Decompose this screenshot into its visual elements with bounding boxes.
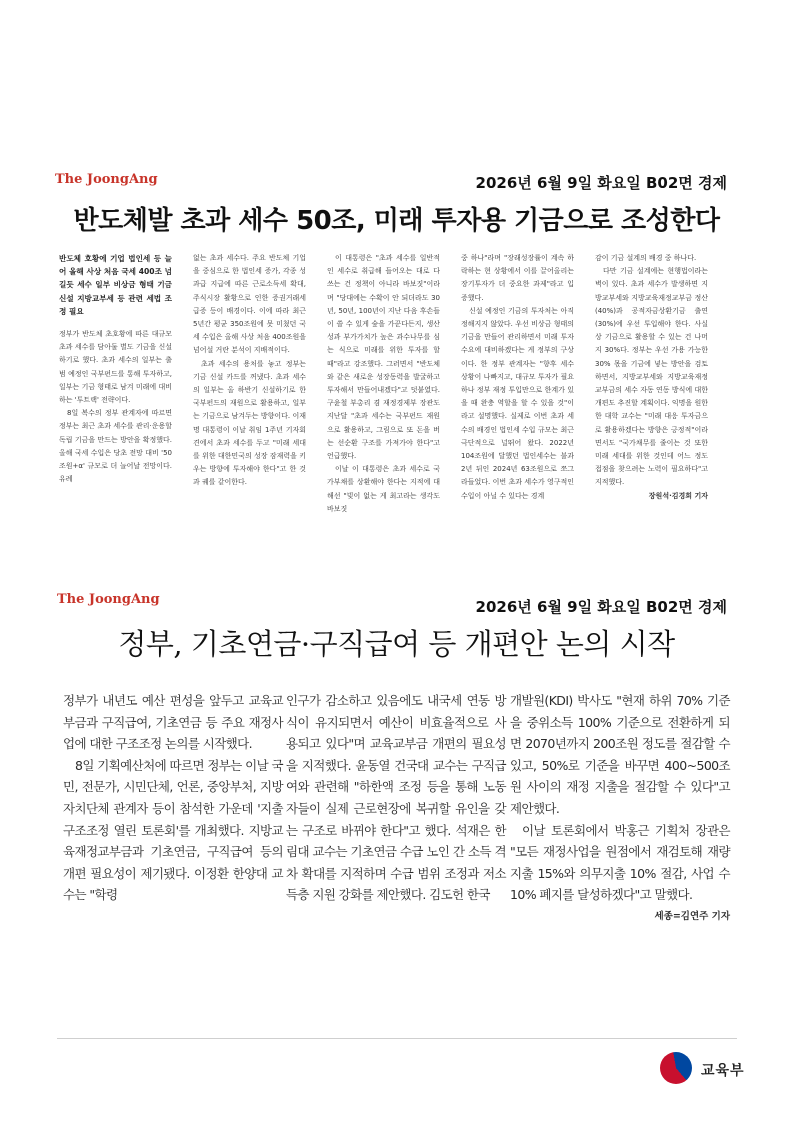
ministry-name: 교육부 (701, 1063, 745, 1079)
article-column-5 (595, 252, 708, 503)
article-paragraph: 없는 초과 세수다. 주요 반도체 기업을 중심으로 한 법인세 증가, 각종 성과급 지급에 따른 근로소득세 확대, 주식시장 활황으로 인한 증권거래세 급증 등이 배경이다. 이에 따라 최근 5년간 평균 350조원에 못 미쳤던 국세 수입은 올해 사상 처음 400조원을 넘어설 거란 분석이 지배적이다. (193, 254, 306, 355)
article-column-4 (461, 252, 574, 503)
article-byline: 장원석·김경희 기자 (648, 491, 708, 500)
newspaper-brand-logo: The JoongAng (55, 172, 158, 187)
footer-divider (57, 1038, 737, 1039)
article-lead-summary: 반도체 호황에 기업 법인세 등 늘어 올해 사상 처음 국세 400조 넘길듯 세수 일부 비상금 형태 기금 신설 지방교부세 등 관련 세법 조정 필요 (59, 254, 172, 316)
article-column-3 (510, 690, 730, 928)
article-paragraph: 8일 기획예산처에 따르면 정부는 이날 국민, 전문가, 시민단체, 언론, 중앙부처, 지방자치단체 관계자 등이 참석한 가운데 '지출구조조정 열린 토론회'를 개최했다. 지방교육재정교부금과 기초연금, 구직급여 등의 개편 필요성이 제기됐다. 이정환 한양대 교수는 "학령 (63, 757, 283, 903)
article-paragraph: 신설 예정인 기금의 투자처는 아직 정해지지 않았다. 우선 비상금 형태의 기금을 만들어 관리하면서 미래 투자 수요에 대비하겠다는 게 정부의 구상이다. 한 정부 관계자는 "향후 세수 상황이 나빠지고, 대규모 투자가 필요하나 정부 재정 투입만으로 한계가 있을 때 완충 역할을 할 수 있을 것"이라고 설명했다. 실제로 이번 초과 세수의 배경인 법인세 수입 규모는 최근 극단적으로 널뛰어 왔다. 2022년 104조원에 달했던 법인세수는 불과 2년 뒤인 2024년 63조원으로 쪼그라들었다. 이번 초과 세수가 영구적인 수입이 아닐 수 있다는 경계 (461, 306, 574, 500)
article-paragraph: 중 하나"라며 "장래성장률이 계속 하락하는 현 상황에서 이를 끌어올리는 장기투자가 더 중요한 과제"라고 입증했다. (461, 254, 574, 302)
article-column-3 (327, 252, 440, 516)
article-byline: 세종=김연주 기자 (654, 910, 730, 922)
article-headline: 정부, 기초연금·구직급여 등 개편안 논의 시작 (118, 627, 675, 661)
newspaper-brand-logo: The JoongAng (57, 592, 160, 607)
article-paragraph: 정부가 반도체 초호황에 따른 대규모 초과 세수를 담아둘 별도 기금을 신설하기로 했다. 초과 세수의 일부는 출범 예정인 국부펀드를 통해 투자하고, 일부는 기금 형태로 남겨 미래에 대비하는 '투트랙' 전략이다. (59, 330, 172, 405)
article-column-2 (286, 690, 506, 906)
article-column-1 (63, 690, 283, 906)
article-dateline: 2026년 6월 9일 화요일 B02면 경제 (475, 598, 727, 616)
article-paragraph: 이날 이 대통령은 초과 세수로 국가부채를 상환해야 한다는 지적에 대해선 "빚이 없는 게 최고라는 생각도 바보짓 (327, 465, 440, 513)
article-paragraph: 개발원(KDI) 박사도 "현재 하위 70% 기준을 중위소득 100% 기준으로 전환하게 되면 2070년까지 200조원 정도를 절감할 수 있고, 50%로 기준을 바꾸면 400~500조원 사이의 재정 지출을 절감할 수 있다"고 제안했다. (510, 693, 730, 816)
article-dateline: 2026년 6월 9일 화요일 B02면 경제 (475, 174, 727, 192)
article-paragraph: 정부가 내년도 예산 편성을 앞두고 교육교부금과 구직급여, 기초연금 등 주요 재정사업에 대한 구조조정 논의를 시작했다. (63, 693, 283, 752)
article-paragraph: 이 대통령은 "초과 세수를 일반적인 세수로 취급해 들어오는 대로 다 쓰는 건 정책이 아니라 바보짓"이라며 "당대에는 수확이 안 되더라도 30년, 50년, 100년이 지난 다음 후손들이 쓸 수 있게 숲을 가꾼다든지, 생산성과 부가가치가 높은 과수나무를 심는 식으로 미래를 위한 투자를 할 때"라고 강조했다. 그러면서 "반도체와 같은 새로운 성장동력을 발굴하고 투자해서 만들어내겠다"고 덧붙였다. 구윤철 부총리 겸 재정경제부 장관도 지난달 "초과 세수는 국부펀드 재원으로 활용하고, 그림으로 또 돈을 버는 선순환 구조를 가져가야 한다"고 언급했다. (327, 254, 440, 461)
article-column-2 (193, 252, 306, 490)
article-paragraph: 다만 기금 설계에는 현행법이라는 벽이 있다. 초과 세수가 발생하면 지방교부세와 지방교육재정교부금 정산(40%)과 공적자금상환기금 출연(30%)에 우선 투입해야 한다. 사실상 기금으로 활용할 수 있는 건 나머지 30%다. 정부는 우선 가용 가능한 30% 몫을 기금에 넣는 방안을 검토하면서, 지방교부세와 지방교육재정교부금의 세수 자동 연동 방식에 대한 개편도 추진할 계획이다. 익명을 원한 한 대학 교수는 "미래 대응 투자금으로 활용하겠다는 방향은 긍정적"이라면서도 "국가채무를 줄이는 것 또한 미래 세대를 위한 것인데 어느 정도 접점을 찾으려는 노력이 필요하다"고 지적했다. (595, 267, 708, 487)
article-column-1 (59, 252, 172, 486)
article-paragraph: 초과 세수의 용처를 놓고 정부는 기금 신설 카드를 꺼냈다. 초과 세수의 일부는 올 하반기 신설하기로 한 국부펀드의 재원으로 활용하고, 일부는 기금으로 남겨두는 방향이다. 이재명 대통령이 이날 취임 1주년 기자회견에서 초과 세수를 두고 "미래 세대를 위한 대한민국의 성장 잠재력을 키우는 방향에 투자해야 한다"고 한 것과 궤를 같이한다. (193, 359, 306, 487)
taegeuk-logo-icon (660, 1052, 692, 1084)
article-paragraph: 감이 기금 설계의 배경 중 하나다. (595, 254, 697, 262)
article-headline: 반도체발 초과 세수 50조, 미래 투자용 기금으로 조성한다 (73, 206, 720, 236)
article-paragraph: 8일 복수의 정부 관계자에 따르면 정부는 최근 초과 세수를 관리·운용할 독립 기금을 만드는 방안을 확정했다. 올해 국세 수입은 당초 전망 대비 '50조원+α' 규모로 더 늘어날 전망이다. 유례 (59, 409, 172, 484)
article-paragraph: 인구가 감소하고 있음에도 내국세 연동 방식이 유지되면서 예산이 비효율적으로 사용되고 있다"며 교육교부금 개편의 필요성을 지적했다. 윤동열 건국대 교수는 구직급여와 관련해 "하한액 조정 등을 통해 노동자들이 실제 근로현장에 복귀할 유인을 갖는 구조로 바뀌야 한다"고 했다. 석재은 한림대 교수는 기초연금 수급 노인 간 소득 격차 확대를 지적하며 수급 범위 조정과 저소득층 지원 강화를 제안했다. 김도헌 한국 (286, 693, 506, 903)
article-paragraph: 이날 토론회에서 박홍근 기획처 장관은 "모든 재정사업을 원점에서 재검토해 재량지출 15%와 의무지출 10% 절감, 사업 수 10% 폐지를 달성하겠다"고 말했다. (510, 822, 730, 903)
